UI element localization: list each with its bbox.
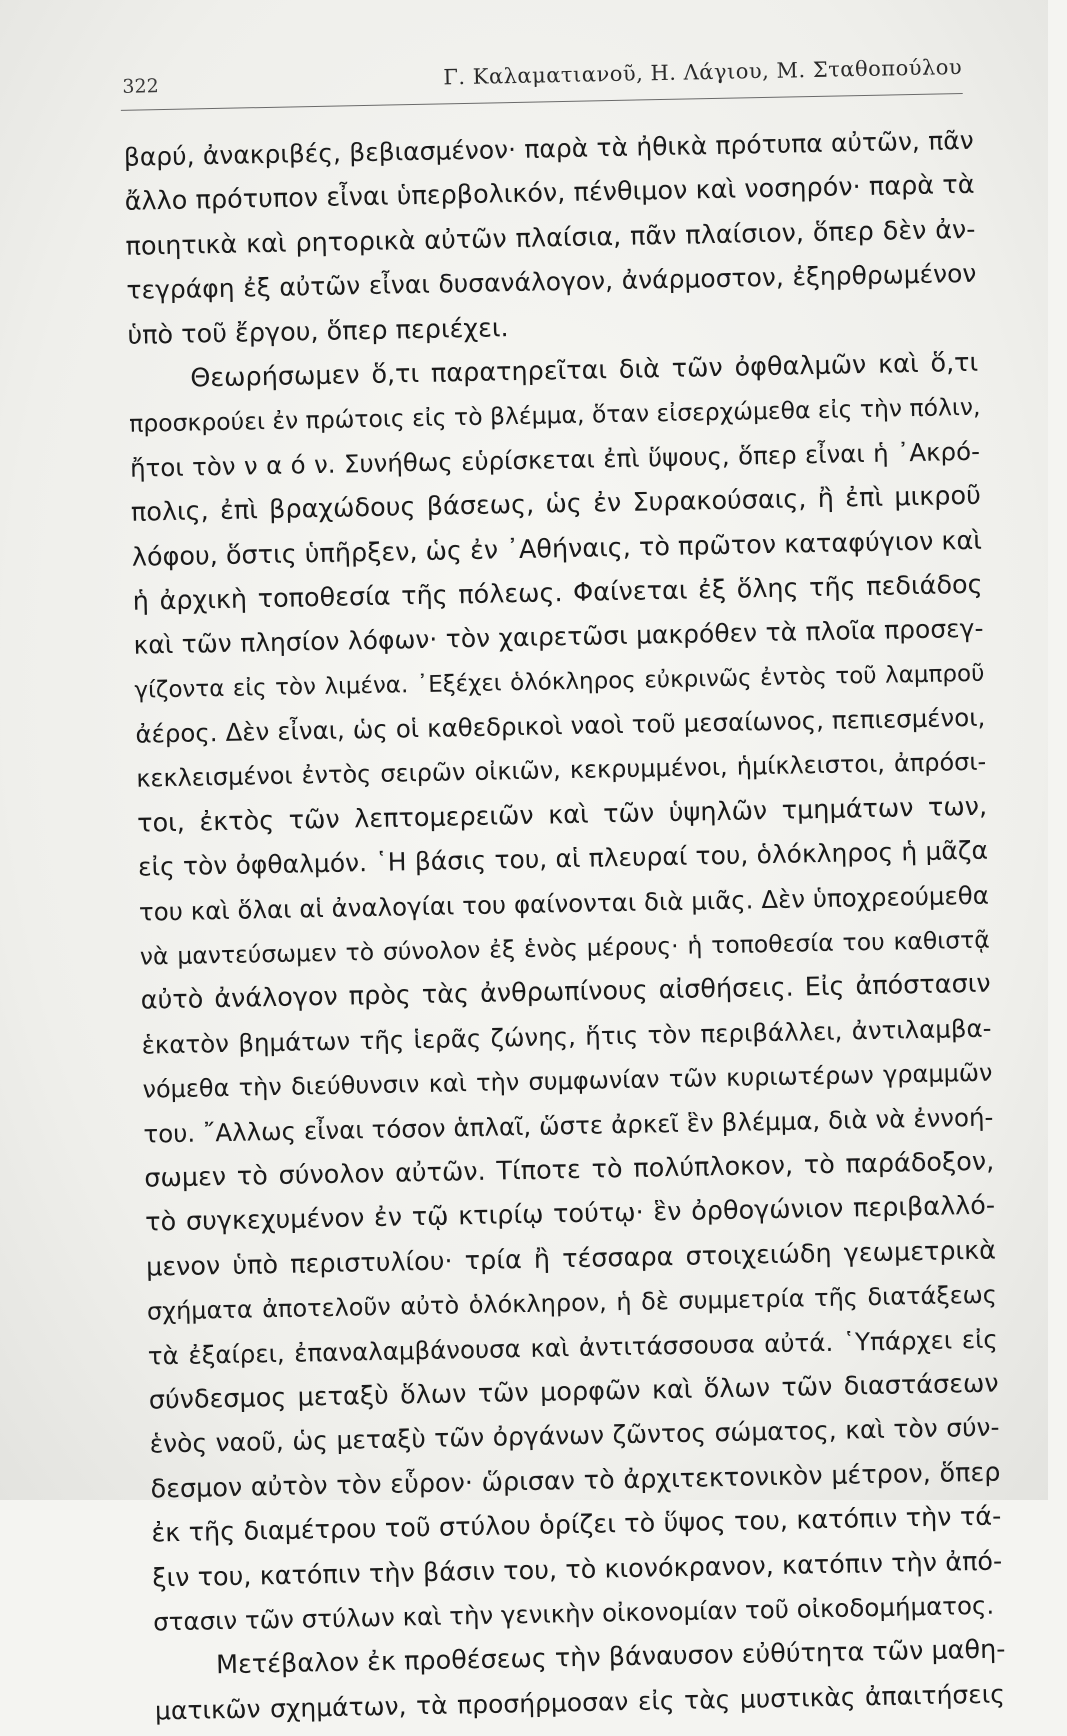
text-line: μενον ὑπὸ περιστυλίου· τρία ἢ τέσσαρα στοιχειώδη γεωμετρικὰ (145, 1235, 997, 1283)
text-line: τὸ συγκεχυμένον ἐν τῷ κτιρίῳ τούτῳ· ἓν ὀρθογώνιον περιβαλλό- (144, 1190, 996, 1238)
text-line: ἡ ἀρχικὴ τοποθεσία τῆς πόλεως. Φαίνεται ἐξ ὅλης τῆς πεδιάδος (132, 569, 983, 617)
text-line: ὑπὸ τοῦ ἔργου, ὅπερ περιέχει. (127, 312, 509, 351)
text-line: ἄλλο πρότυπον εἶναι ὑπερβολικόν, πένθιμον καὶ νοσηρόν· παρὰ τὰ (124, 170, 975, 218)
text-line: σχήματα ἀποτελοῦν αὐτὸ ὁλόκληρον, ἡ δὲ συμμετρία τῆς διατάξεως (146, 1280, 998, 1326)
text-line: γίζοντα εἰς τὸν λιμένα. ᾿Εξέχει ὁλόκληρος εὐκρινῶς ἐντὸς τοῦ λαμπροῦ (134, 660, 985, 704)
text-line: τεγράφη ἐξ αὐτῶν εἶναι δυσανάλογον, ἀνάρμοστον, ἐξηρθρωμένον (126, 258, 977, 305)
text-line: βαρύ, ἀνακριβές, βεβιασμένον· παρὰ τὰ ἠθικὰ πρότυπα αὐτῶν, πᾶν (123, 125, 974, 172)
text-line: νὰ μαντεύσωμεν τὸ σύνολον ἐξ ἑνὸς μέρους· ἡ τοποθεσία του καθιστᾷ (139, 925, 990, 971)
text-line: νόμεθα τὴν διεύθυνσιν καὶ τὴν συμφωνίαν τῶν κυριωτέρων γραμμῶν (142, 1058, 993, 1104)
text-line: ἑκατὸν βημάτων τῆς ἱερᾶς ζώνης, ἥτις τὸν περιβάλλει, ἀντιλαμβα- (141, 1013, 992, 1060)
body-text (123, 119, 1005, 1734)
text-line: ἀέρος. Δὲν εἶναι, ὡς οἱ καθεδρικοὶ ναοὶ τοῦ μεσαίωνος, πεπιεσμένοι, (135, 702, 986, 749)
text-line: ἐκ τῆς διαμέτρου τοῦ στύλου ὁρίζει τὸ ὕψος του, κατόπιν τὴν τά- (151, 1501, 1002, 1549)
paragraph-first-line: Μετέβαλον ἐκ προθέσεως τὴν βάναυσον εὐθύτητα τῶν μαθη- (215, 1634, 1006, 1681)
text-line: τοι, ἐκτὸς τῶν λεπτομερειῶν καὶ τῶν ὑψηλῶν τμημάτων των, (136, 791, 988, 839)
text-line: πολις, ἐπὶ βραχώδους βάσεως, ὡς ἐν Συρακούσαις, ἢ ἐπὶ μικροῦ (130, 480, 982, 528)
text-line: του. ῎Αλλως εἶναι τόσον ἁπλαῖ, ὥστε ἀρκεῖ ἓν βλέμμα, διὰ νὰ ἐννοή- (143, 1102, 994, 1149)
text-line: ἑνὸς ναοῦ, ὡς μεταξὺ τῶν ὀργάνων ζῶντος σώματος, καὶ τὸν σύν- (149, 1412, 1000, 1459)
text-line: ματικῶν σχημάτων, τὰ προσήρμοσαν εἰς τὰς μυστικὰς ἀπαιτήσεις (154, 1679, 1006, 1726)
text-line: ξιν του, κατόπιν τὴν βάσιν του, τὸ κιονόκρανον, κατόπιν τὴν ἀπό- (152, 1545, 1003, 1594)
text-line: κεκλεισμένοι ἐντὸς σειρῶν οἰκιῶν, κεκρυμμένοι, ἡμίκλειστοι, ἀπρόσι- (136, 748, 987, 794)
text-line: τὰ ἐξαίρει, ἐπαναλαμβάνουσα καὶ ἀντιτάσσουσα αὐτά. ῾Υπάρχει εἰς (147, 1324, 998, 1371)
text-line: εἰς τὸν ὀφθαλμόν. ῾Η βάσις του, αἱ πλευραί του, ὁλόκληρος ἡ μᾶζα (137, 835, 989, 882)
text-line: δεσμον αὐτὸν τὸν εὗρον· ὥρισαν τὸ ἀρχιτεκτονικὸν μέτρον, ὅπερ (150, 1457, 1001, 1505)
text-line: σωμεν τὸ σύνολον αὐτῶν. Τίποτε τὸ πολύπλοκον, τὸ παράδοξον, (144, 1146, 995, 1194)
page-number: 322 (122, 75, 159, 98)
text-line: ποιητικὰ καὶ ρητορικὰ αὐτῶν πλαίσια, πᾶν πλαίσιον, ὅπερ δὲν ἀν- (125, 214, 976, 262)
text-line: καὶ τῶν πλησίον λόφων· τὸν χαιρετῶσι μακρόθεν τὰ πλοῖα προσεγ- (133, 613, 984, 661)
paragraph-first-line: Θεωρήσωμεν ὅ,τι παρατηρεῖται διὰ τῶν ὀφθαλμῶν καὶ ὅ,τι (189, 347, 979, 394)
text-line: ἤτοι τὸν ν α ό ν. Συνήθως εὑρίσκεται ἐπὶ ὕψους, ὅπερ εἶναι ἡ ᾿Ακρό- (129, 436, 981, 483)
running-head-title: Γ. Καλαματιανοῦ, Η. Λάγιου, Μ. Σταθοπούλου (443, 54, 963, 90)
running-head (120, 53, 963, 111)
text-line: του καὶ ὅλαι αἱ ἀναλογίαι του φαίνονται διὰ μιᾶς. Δὲν ὑποχρεούμεθα (138, 880, 990, 927)
text-line: σύνδεσμος μεταξὺ ὅλων τῶν μορφῶν καὶ ὅλων τῶν διαστάσεων (148, 1368, 999, 1416)
text-line: λόφου, ὅστις ὑπῆρξεν, ὡς ἐν ᾿Αθήναις, τὸ πρῶτον καταφύγιον καὶ (131, 525, 983, 573)
text-line: στασιν τῶν στύλων καὶ τὴν γενικὴν οἰκονομίαν τοῦ οἰκοδομήματος. (152, 1590, 995, 1637)
text-line: αὐτὸ ἀνάλογον πρὸς τὰς ἀνθρωπίνους αἰσθήσεις. Εἰς ἀπόστασιν (140, 969, 991, 1017)
text-line: προσκρούει ἐν πρώτοις εἰς τὸ βλέμμα, ὅταν εἰσερχώμεθα εἰς τὴν πόλιν, (128, 393, 981, 439)
